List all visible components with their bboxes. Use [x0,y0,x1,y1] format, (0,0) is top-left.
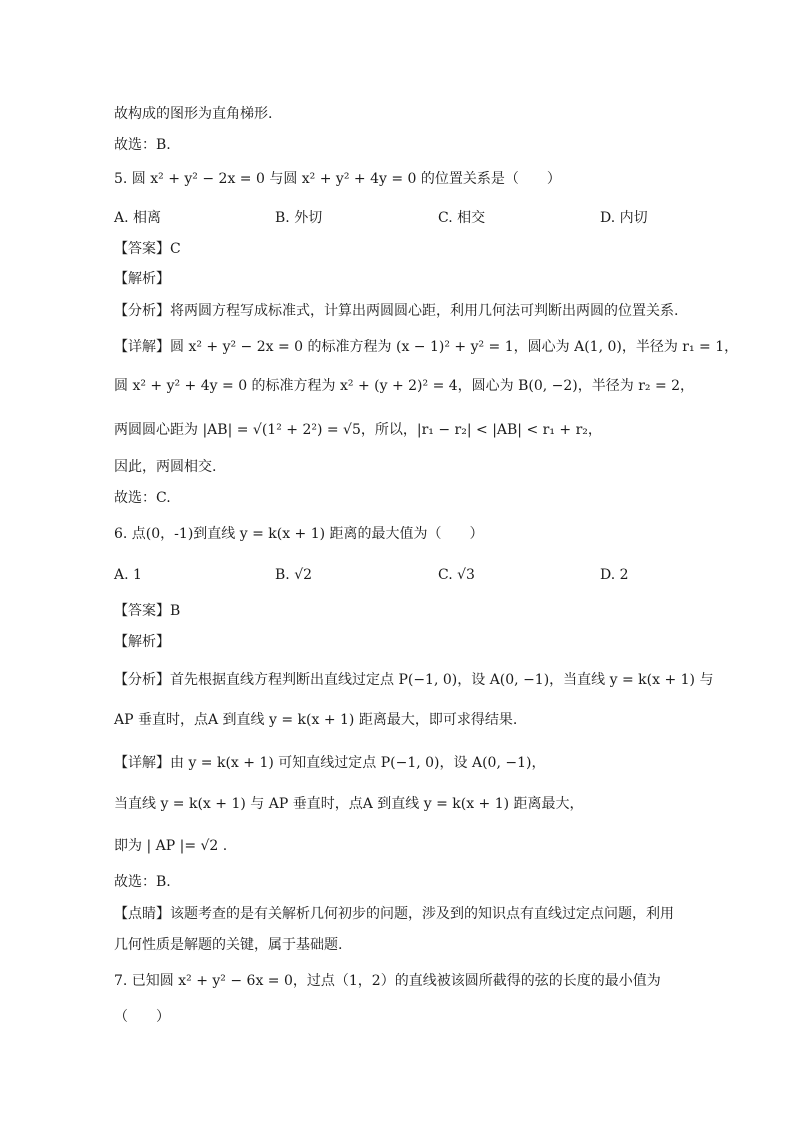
text-line: 【详解】圆 x² + y² − 2x = 0 的标准方程为 (x − 1)² + y² = 1，圆心为 A(1, 0)，半径为 r₁ = 1， [114,339,739,355]
text-line: 当直线 y = k(x + 1) 与 AP 垂直时，点A 到直线 y = k(x + 1) 距离最大， [114,796,584,812]
q5-option-a: A. 相离 [114,210,162,226]
analysis-label: 【解析】 [114,634,170,650]
text-line: 【分析】首先根据直线方程判断出直线过定点 P(−1, 0)，设 A(0, −1)，当直线 y = k(x + 1) 与 [114,672,714,688]
text-line: 几何性质是解题的关键，属于基础题. [114,937,343,953]
text-line: 两圆圆心距为 |AB| = √(1² + 2²) = √5，所以，|r₁ − r₂| < |AB| < r₁ + r₂， [114,422,602,438]
text-line: 因此，两圆相交. [114,459,217,475]
answer-label: 【答案】C [114,241,181,257]
text-line: 故选：C. [114,490,171,506]
answer-label: 【答案】B [114,603,181,619]
question-6: 6. 点(0，-1)到直线 y = k(x + 1) 距离的最大值为（ ） [114,526,484,542]
text-line: 【详解】由 y = k(x + 1) 可知直线过定点 P(−1, 0)，设 A(0, −1)， [114,755,546,771]
question-7: 7. 已知圆 x² + y² − 6x = 0，过点（1，2）的直线被该圆所截得的弦的长度的最小值为 [114,973,661,989]
text-line: 故选：B. [114,874,171,890]
q6-option-c: C. √3 [438,567,475,583]
q6-option-a: A. 1 [114,567,142,583]
text-line: AP 垂直时，点A 到直线 y = k(x + 1) 距离最大，即可求得结果. [114,712,518,728]
text-line: 即为 | AP |= √2 . [114,838,228,854]
text-line: 【点睛】该题考查的是有关解析几何初步的问题，涉及到的知识点有直线过定点问题，利用 [114,906,674,922]
text-line: 【分析】将两圆方程写成标准式，计算出两圆圆心距，利用几何法可判断出两圆的位置关系. [114,303,679,319]
q6-option-d: D. 2 [600,567,629,583]
text-line: 圆 x² + y² + 4y = 0 的标准方程为 x² + (y + 2)² = 4，圆心为 B(0, −2)，半径为 r₂ = 2， [114,378,695,394]
text-line: （ ） [114,1009,170,1025]
q5-option-b: B. 外切 [275,210,323,226]
text-line: 故选：B. [114,137,171,153]
question-5: 5. 圆 x² + y² − 2x = 0 与圆 x² + y² + 4y = 0 的位置关系是（ ） [114,171,561,187]
q5-option-d: D. 内切 [600,210,648,226]
q5-option-c: C. 相交 [438,210,486,226]
text-line: 故构成的图形为直角梯形. [114,106,273,122]
analysis-label: 【解析】 [114,271,170,287]
q6-option-b: B. √2 [275,567,313,583]
